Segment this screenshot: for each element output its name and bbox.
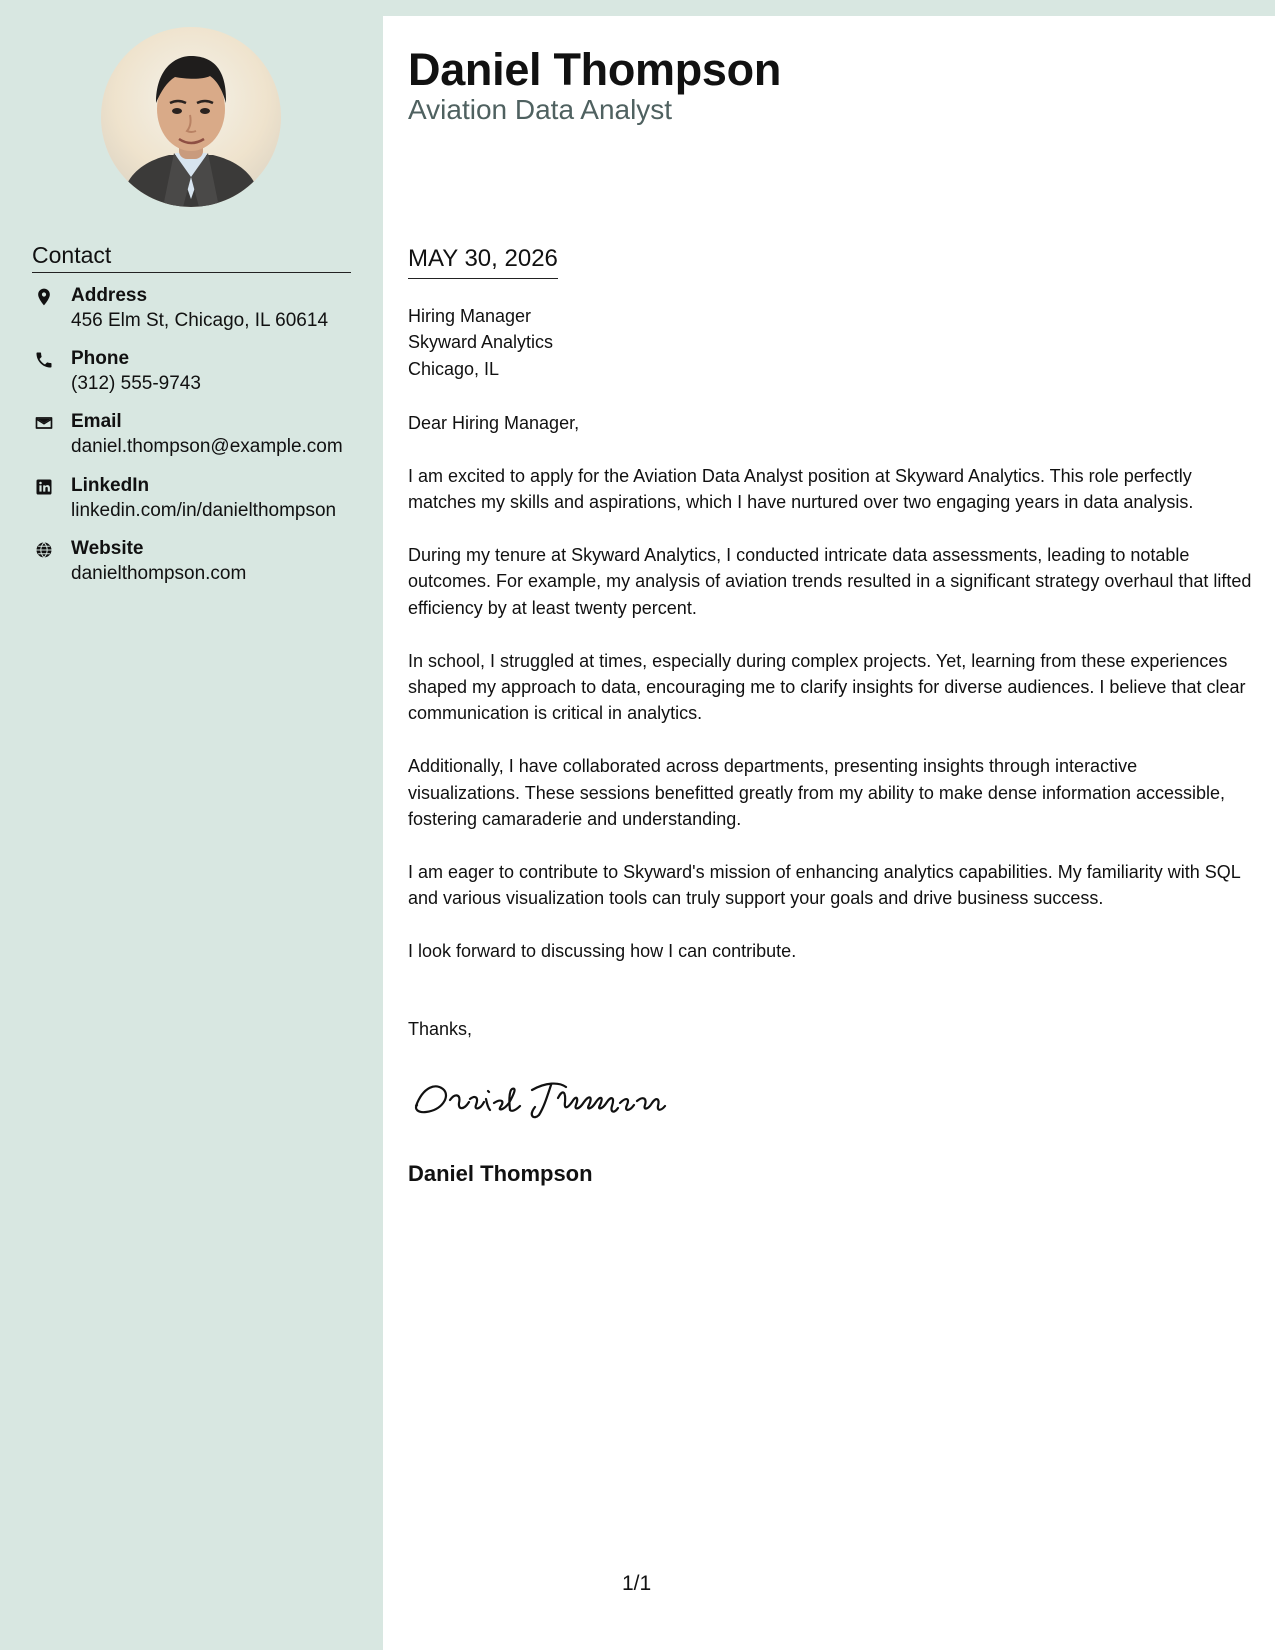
applicant-name: Daniel Thompson — [408, 44, 782, 95]
salutation: Dear Hiring Manager, — [408, 413, 580, 433]
contact-item-address — [32, 284, 367, 347]
location-pin-icon — [32, 285, 56, 309]
body-paragraph: In school, I struggled at times, especially during complex projects. Yet, learning from these experiences shaped my approach to data, encouraging me to clarify insights for diverse audiences. I believe that clear communication is critical in analytics. — [408, 650, 1246, 724]
body-paragraph: Additionally, I have collaborated across departments, presenting insights through interactive visualizations. These sessions benefitted greatly from my ability to make dense information accessible, fostering camaraderie and understanding. — [408, 756, 1226, 830]
phone-icon — [32, 348, 56, 372]
applicant-title: Aviation Data Analyst — [408, 94, 673, 125]
page-number: 1/1 — [622, 1572, 652, 1595]
signer-name: Daniel Thompson — [408, 1161, 593, 1186]
body-paragraph: During my tenure at Skyward Analytics, I conducted intricate data assessments, leading to notable outcomes. For example, my analysis of aviation trends resulted in a significant strategy overhaul that lifted efficiency by at least twenty percent. — [408, 545, 1252, 618]
contact-item-website — [32, 537, 367, 600]
linkedin-value: linkedin.com/in/danielthompson — [71, 499, 337, 521]
contact-item-linkedin — [32, 474, 367, 537]
email-value: daniel.thompson@example.com — [71, 436, 343, 458]
phone-label: Phone — [71, 348, 130, 370]
contact-list — [32, 284, 367, 600]
signature — [408, 1072, 678, 1122]
address-label: Address — [71, 285, 148, 306]
contact-heading: Contact — [32, 240, 351, 273]
address-value: 456 Elm St, Chicago, IL 60614 — [71, 310, 329, 331]
body-paragraph: I am eager to contribute to Skyward's mission of enhancing analytics capabilities. My familiarity with SQL and various visualization tools can truly support your goals and drive business success. — [408, 861, 1241, 909]
letter-body — [408, 410, 1253, 991]
website-value: danielthompson.com — [71, 562, 247, 584]
linkedin-label: LinkedIn — [71, 474, 150, 496]
phone-value: (312) 555-9743 — [71, 373, 201, 395]
letter-date: MAY 30, 2026 — [408, 243, 558, 279]
recipient-block — [408, 303, 553, 382]
body-paragraph: I look forward to discussing how I can contribute. — [408, 941, 797, 962]
recipient-line: Skyward Analytics — [408, 332, 554, 353]
envelope-icon — [32, 411, 56, 435]
globe-icon — [32, 538, 56, 562]
profile-photo-image — [101, 27, 281, 207]
contact-item-email — [32, 410, 367, 473]
closing-text: Thanks, — [408, 1019, 473, 1039]
email-label: Email — [71, 411, 122, 433]
sidebar — [0, 0, 383, 1650]
recipient-line: Hiring Manager — [408, 306, 532, 326]
body-paragraph: I am excited to apply for the Aviation Data Analyst position at Skyward Analytics. This role perfectly matches my skills and aspirations, which I have nurtured over two engaging years in data analysis. — [408, 465, 1194, 513]
profile-photo — [101, 27, 281, 207]
linkedin-icon — [32, 475, 56, 499]
website-label: Website — [71, 537, 144, 559]
contact-item-phone — [32, 347, 367, 410]
recipient-line: Chicago, IL — [408, 358, 500, 379]
handwritten-signature — [408, 1072, 678, 1122]
